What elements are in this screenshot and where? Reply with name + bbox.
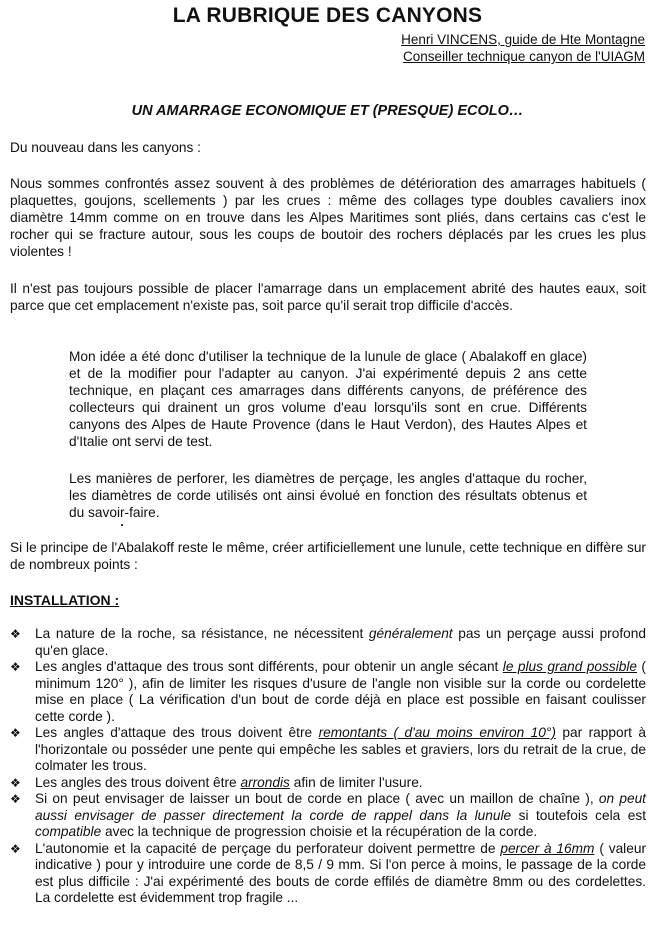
list-item: ❖ Si on peut envisager de laisser un bout de corde en place ( avec un maillon de chaîne ), on peut aussi envisager de passer directement la corde de rappel dans la lunule si toutefois cela est compatible avec la technique de progression choisie et la récupération de la corde. — [10, 791, 646, 839]
installation-list — [10, 626, 646, 907]
diamond-bullet-icon: ❖ — [10, 792, 21, 806]
diamond-bullet-icon: ❖ — [10, 775, 21, 790]
author-name: Henri VINCENS, guide de Hte Montagne — [401, 32, 645, 47]
diamond-bullet-icon: ❖ — [10, 660, 21, 674]
list-item: ❖ Les angles des trous doivent être arrondis afin de limiter l'usure. — [10, 774, 423, 790]
diamond-bullet-icon: ❖ — [10, 841, 21, 856]
diamond-bullet-icon: ❖ — [10, 627, 21, 641]
paragraph-placement: Il n'est pas toujours possible de placer l'amarrage dans un emplacement abrité des hautes eaux, soit parce que cet emplacement n'existe pas, soit parce qu'il serait trop difficile d'accès. — [10, 281, 646, 313]
paragraph-intro: Du nouveau dans les canyons : — [10, 140, 201, 155]
speck — [121, 524, 123, 526]
list-item: ❖ Les angles d'attaque des trous sont différents, pour obtenir un angle sécant le plus grand possible ( minimum 120° ), afin de limiter les risques d'usure de l'angle non visible sur la corde ou cordelette mise en place ( La vérification d'un bout de corde déjà en place est possible en faisant coulisser cette corde ). — [10, 659, 646, 724]
paragraph-evolution: Les manières de perforer, les diamètres de perçage, les angles d'attaque du rocher, les diamètres de corde utilisés ont ainsi évolué en fonction des résultats obtenus et du savoir-faire. — [69, 471, 587, 520]
paragraph-idea: Mon idée a été donc d'utiliser la technique de la lunule de glace ( Abalakoff en glace) et de la modifier pour l'adapter au canyon. J'ai expérimenté depuis 2 ans cette technique, en plaçant ces amarrages dans différents canyons, de préférence des collecteurs qui drainent un gros volume d'eau lorsqu'ils sont en crue. Différents canyons des Alpes de Haute Provence (dans le Haut Verdon), des Hautes Alpes et d'Italie ont servi de test. — [69, 349, 587, 449]
author-role: Conseiller technique canyon de l'UIAGM — [403, 49, 645, 64]
article-subtitle: UN AMARRAGE ECONOMIQUE ET (PRESQUE) ECOLO… — [131, 103, 524, 119]
section-heading-installation: INSTALLATION : — [10, 592, 120, 608]
list-item: ❖ La nature de la roche, sa résistance, ne nécessitent généralement pas un perçage aussi profond qu'en glace. — [10, 626, 646, 658]
paragraph-principle: Si le principe de l'Abalakoff reste le même, créer artificiellement une lunule, cette technique en diffère sur de nombreux points : — [10, 540, 646, 572]
list-item: ❖ Les angles d'attaque des trous doivent être remontants ( d'au moins environ 10°) par rapport à l'horizontale ou posséder une pente qui empêche les sables et graviers, lors du retrait de la crue, de colmater les trous. — [10, 725, 647, 773]
page-title: LA RUBRIQUE DES CANYONS — [172, 4, 483, 27]
list-item: ❖ L'autonomie et la capacité de perçage du perforateur doivent permettre de percer à 16mm ( valeur indicative ) pour y introduire une corde de 8,5 / 9 mm. Si l'on perce à moins, le passage de la corde est plus difficile : J'ai expérimenté des bouts de corde effilés de diamètre 8mm ou des cordelettes. La cordelette est évidemment trop fragile ... — [10, 840, 647, 905]
diamond-bullet-icon: ❖ — [10, 726, 21, 740]
paragraph-problem: Nous sommes confrontés assez souvent à des problèmes de détérioration des amarrages habituels ( plaquettes, goujons, scellements ) par les crues : même des collages type doubles cavaliers inox diamètre 14mm comme on en trouve dans les Alpes Maritimes sont pliés, dans certains cas c'est le rocher qui se fracture autour, sous les coups de boutoir des rochers déplacés par les crues les plus violentes ! — [10, 176, 646, 259]
